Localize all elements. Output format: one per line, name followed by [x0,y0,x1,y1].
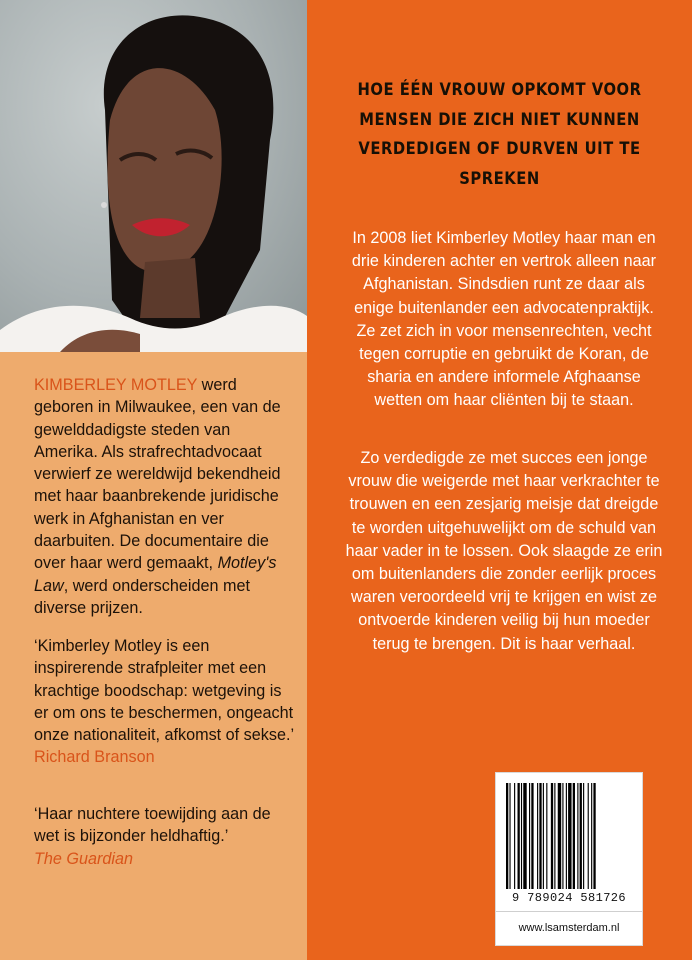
author-photo [0,0,307,352]
left-panel [0,0,307,960]
quote-the-guardian [34,803,296,870]
isbn-number: 9 789024 581726 [511,891,627,905]
author-name: KIMBERLEY MOTLEY [34,376,198,394]
quote-source: The Guardian [34,849,133,868]
author-bio [34,374,296,619]
summary-paragraph-2: Zo verdedigde ze met succes een jonge vrouw die weigerde met haar verkrachter te trouwen en een zesjarig meisje dat dreigde te worden uitgehuwelijkt om de schuld van haar vader in te lossen. Ook slaagde ze erin om buitenlanders die zonder eerlijk proces waren veroordeeld vrij te krijgen en wist ze ontvoerde kinderen veilig bij hun moeder terug te brengen. Dit is haar verhaal. [345,449,663,653]
quote-text: ‘Haar nuchtere toewijding aan de wet is bijzonder heldhaftig.’ [34,805,271,846]
bio-text-2: , werd onderscheiden met diverse prijzen. [34,576,250,617]
film-title: Motley's Law [34,554,277,595]
publisher-website: www.lsamsterdam.nl [496,911,642,946]
barcode-box [495,772,643,946]
headline: HOE ÉÉN VROUW OPKOMT VOOR MENSEN DIE ZICH NIET KUNNEN VERDEDIGEN OF DURVEN UIT TE SPREKEN [357,80,642,189]
quote-text: ‘Kimberley Motley is een inspirerende strafpleiter met een krachtige boodschap: wetgeving is er om ons te beschermen, ongeacht onze nationaliteit, afkomst of sekse.’ [34,637,294,745]
right-panel [307,0,692,960]
barcode-icon [504,783,634,889]
quote-source: Richard Branson [34,748,155,767]
bio-text-1: werd geboren in Milwaukee, een van de gewelddadigste steden van Amerika. Als strafrechtadvocaat verwierf ze wereldwijd bekendheid met haar baanbrekende juridische werk in Afghanistan en ver daarbuiten. De documentaire die over haar werd gemaakt, [34,376,281,573]
author-portrait-image [0,0,307,352]
summary-paragraph-1: In 2008 liet Kimberley Motley haar man en drie kinderen achter en vertrok alleen naar Afghanistan. Sindsdien runt ze daar als enige buitenlander een advocatenpraktijk. Ze zet zich in voor mensenrechten, vecht tegen corruptie en gebruikt de Koran, de sharia en andere informele Afghaanse wetten om haar cliënten bij te staan. [351,229,657,410]
quote-richard-branson [34,635,296,769]
